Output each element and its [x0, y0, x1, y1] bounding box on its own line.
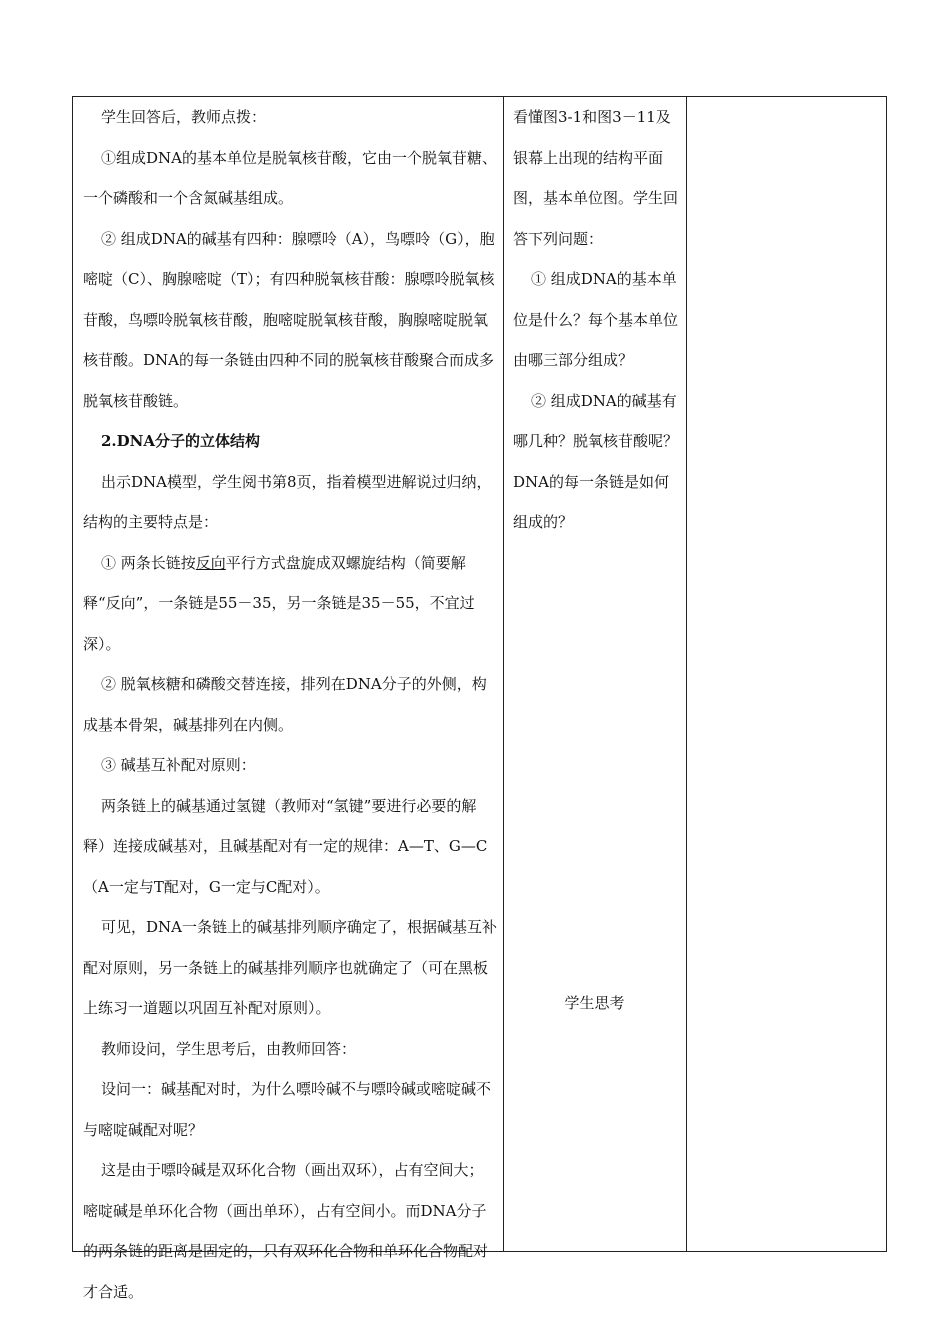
student-activity-cell [503, 97, 687, 1251]
paragraph: 看懂图3-1和图3－11及银幕上出现的结构平面图，基本单位图。学生回答下列问题： [513, 108, 679, 248]
paragraph: 两条链上的碱基通过氢键（教师对“氢键”要进行必要的解释）连接成碱基对，且碱基配对有一定的规律：A—T、G—C（A一定与T配对，G一定与C配对）。 [83, 796, 488, 896]
notes-cell [686, 97, 888, 1251]
lesson-table [72, 96, 887, 1301]
question: ② 组成DNA的碱基有哪几种？脱氧核苷酸呢？DNA的每一条链是如何组成的？ [513, 391, 679, 531]
paragraph: 教师设问，学生思考后，由教师回答： [101, 1039, 357, 1058]
paragraph: ② 脱氧核糖和磷酸交替连接，排列在DNA分子的外侧，构成基本骨架，碱基排列在内侧。 [83, 675, 487, 734]
paragraph: ③ 碱基互补配对原则： [101, 756, 256, 774]
paragraph: 这是由于嘌呤碱是双环化合物（画出双环），占有空间大；嘧啶碱是单环化合物（画出单环），占有空间小。而DNA分子的两条链的距离是固定的，只有双环化合物和单环化合物配对才合适。 [83, 1161, 489, 1301]
paragraph: 出示DNA模型，学生阅书第8页，指着模型进解说过归纳，结构的主要特点是： [83, 472, 492, 531]
paragraph: 可见，DNA一条链上的碱基排列顺序确定了，根据碱基互补配对原则，另一条链上的碱基排列顺序也就确定了（可在黑板上练习一道题以巩固互补配对原则）。 [83, 918, 497, 1017]
student-think-label: 学生思考 [564, 994, 625, 1012]
paragraph: 学生回答后，教师点拨： [101, 108, 267, 126]
paragraph: ② 组成DNA的碱基有四种：腺嘌呤（A），鸟嘌呤（G），胞嘧啶（C）、胸腺嘧啶（T）；有四种脱氧核苷酸：腺嘌呤脱氧核苷酸，鸟嘌呤脱氧核苷酸，胞嘧啶脱氧核苷酸，胸腺嘧啶脱氧核苷酸。DNA的每一条链由四种不同的脱氧核苷酸聚合而成多脱氧核苷酸链。 [83, 229, 495, 410]
teacher-activity-cell [73, 97, 504, 1301]
text-span: 平行方式盘旋成双螺旋结构（简要解释“反向”，一条链是55－35，另一条链是35－55，不宜过深）。 [83, 553, 475, 653]
paragraph: 设问一：碱基配对时，为什么嘌呤碱不与嘌呤碱或嘧啶碱不与嘧啶碱配对呢？ [83, 1080, 492, 1139]
question: ① 组成DNA的基本单位是什么？每个基本单位由哪三部分组成？ [513, 270, 679, 369]
text-span: ① 两条长链按 [101, 553, 196, 572]
paragraph [83, 543, 498, 665]
student-activity-text [513, 97, 679, 543]
underlined-term: 反向 [195, 553, 226, 572]
section-heading: 2.DNA分子的立体结构 [101, 432, 261, 450]
paragraph: ①组成DNA的基本单位是脱氧核苷酸，它由一个脱氧苷糖、一个磷酸和一个含氮碱基组成。 [83, 148, 497, 207]
teacher-activity-text [83, 97, 498, 1312]
